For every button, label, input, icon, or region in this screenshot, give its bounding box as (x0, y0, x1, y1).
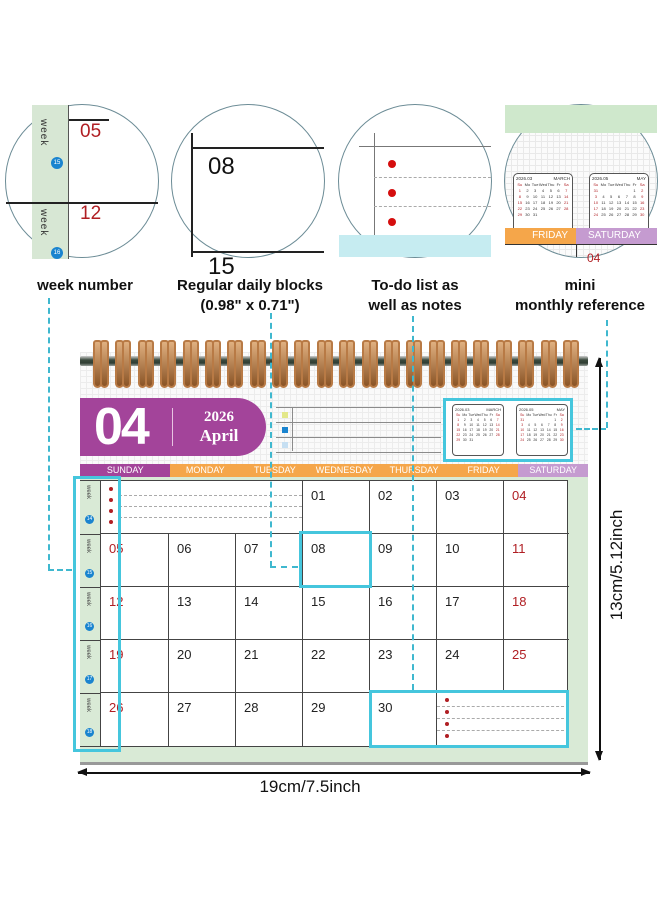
daily-block-zoom-circle (171, 104, 325, 280)
caption-week-number: week number (37, 277, 133, 294)
color-legend (276, 405, 441, 453)
bullet-icon (388, 160, 396, 168)
date-number: 11 (512, 541, 526, 556)
mini-calendar-may: 2026.05 MAY Su Mo Tue Wed Thu Fr Sa 31 1 2 3 4 5 6 7 8 9 10 11 12 13 14 15 16 17 18 19 20 21 22 23 24 25 26 27 28 29 30 (589, 173, 649, 235)
day-cell[interactable] (236, 640, 303, 693)
week-number-cell: week 18 (80, 693, 100, 746)
week-number-zoom-circle (5, 104, 159, 258)
leader-line (576, 428, 606, 430)
date-number: 09 (378, 541, 393, 556)
mini-grid: Su Mo Tue Wed Thu Fr Sa 31 1 2 3 4 5 6 7 8 9 10 11 12 13 14 15 16 17 18 19 20 21 22 23 24 25 26 27 28 29 30 (593, 182, 645, 217)
date-number: 29 (311, 700, 326, 715)
week-number-highlight (73, 476, 124, 752)
day-cell[interactable] (370, 640, 437, 693)
week-label: week (38, 209, 49, 237)
date-number: 12 (80, 203, 102, 224)
date-number: 20 (177, 647, 192, 662)
friday-header: FRIDAY (505, 228, 576, 244)
week-badge: 15 (51, 157, 63, 169)
week-badge: 16 (51, 247, 63, 259)
weekday-wednesday: WEDNESDAY (310, 464, 380, 477)
week-badge: 17 (86, 676, 93, 682)
weekday-saturday: SATURDAY (518, 464, 588, 477)
notes-area[interactable] (101, 481, 303, 534)
weekday-monday: MONDAY (170, 464, 240, 477)
day-cell[interactable] (236, 693, 303, 746)
mini-grid: Su Mo Tue Wed Thu Fr Sa 1 2 3 4 5 6 7 8 9 10 11 12 13 14 15 16 17 18 19 20 21 22 23 24 25 26 27 28 29 30 31 (517, 182, 569, 217)
date-number: 04 (512, 488, 527, 503)
leader-line (270, 313, 272, 567)
date-number: 08 (311, 541, 326, 556)
day-cell[interactable] (169, 693, 236, 746)
day-cell[interactable] (437, 587, 504, 640)
weekday-tuesday: TUESDAY (240, 464, 310, 477)
width-dimension-label: 19cm/7.5inch (259, 777, 361, 796)
date-number: 05 (109, 541, 124, 556)
mini-calendar-march: 2026.03 MARCH Su Mo Tue Wed Thu Fr Sa 1 2 3 4 5 6 7 8 9 10 11 12 13 14 15 16 17 18 19 20 21 22 23 24 25 26 27 28 29 30 31 (452, 404, 504, 456)
day-cell[interactable] (504, 587, 569, 640)
date-number: 19 (109, 647, 124, 662)
todo-list-zoom-circle (338, 104, 492, 258)
date-number: 01 (311, 488, 326, 503)
date-number: 13 (177, 594, 192, 609)
legend-swatch (282, 412, 288, 418)
date-number: 25 (512, 647, 527, 662)
day-cell[interactable] (236, 587, 303, 640)
day-cell[interactable] (370, 534, 437, 587)
leader-line (48, 569, 72, 571)
weekday-sunday: SUNDAY (80, 464, 170, 477)
day-cell[interactable] (504, 481, 569, 534)
day-cell[interactable] (303, 640, 370, 693)
date-number: 24 (445, 647, 460, 662)
mini-calendar-march: 2026.03 MARCH Su Mo Tue Wed Thu Fr Sa 1 2 3 4 5 6 7 8 9 10 11 12 13 14 15 16 17 18 19 20 21 22 23 24 25 26 27 28 29 30 31 (513, 173, 573, 235)
year: 2026 (204, 409, 234, 425)
week-number-cell: week 15 (80, 534, 100, 587)
date-number: 21 (244, 647, 259, 662)
mini-grid: Su Mo Tue Wed Thu Fr Sa 31 1 2 3 4 5 6 7 8 9 10 11 12 13 14 15 16 17 18 19 20 21 22 23 24 25 26 27 28 29 30 (520, 413, 564, 442)
spiral-binding (85, 340, 585, 386)
weekday-friday: FRIDAY (449, 464, 519, 477)
date-number: 02 (378, 488, 393, 503)
saturday-header: SATURDAY (576, 228, 657, 244)
date-number: 05 (80, 121, 102, 142)
weekday-header-row (80, 464, 588, 477)
week-badge: 15 (86, 570, 93, 576)
date-number: 28 (244, 700, 259, 715)
date-number: 18 (512, 594, 527, 609)
date-number: 08 (208, 153, 235, 180)
date-number: 16 (378, 594, 393, 609)
day-cell[interactable] (169, 640, 236, 693)
date-number: 17 (445, 594, 460, 609)
date-number: 27 (177, 700, 192, 715)
week-badge: 14 (86, 516, 93, 522)
bullet-icon (388, 218, 396, 226)
date-number: 15 (208, 253, 235, 280)
week-number-cell: week 16 (80, 587, 100, 640)
date-number: 10 (445, 541, 460, 556)
leader-line (412, 316, 414, 690)
day-cell[interactable] (303, 587, 370, 640)
day-cell[interactable] (303, 481, 370, 534)
date-number: 15 (311, 594, 326, 609)
mini-monthly-reference (443, 398, 573, 462)
month-name: April (199, 426, 239, 445)
day-cell[interactable] (303, 693, 370, 746)
day-cell[interactable] (370, 481, 437, 534)
mini-calendar-zoom-circle (504, 104, 658, 265)
day-cell[interactable] (169, 587, 236, 640)
date-number: 12 (109, 594, 124, 609)
todo-highlight (369, 690, 569, 748)
day-cell[interactable] (437, 640, 504, 693)
caption-daily-blocks: Regular daily blocks (0.98" x 0.71") (177, 277, 323, 314)
date-number: 07 (244, 541, 259, 556)
day-cell[interactable] (437, 481, 504, 534)
week-label: week (38, 119, 49, 147)
day-cell[interactable] (504, 534, 569, 587)
date-number: 23 (378, 647, 393, 662)
leader-line (606, 320, 608, 428)
date-number: 26 (109, 700, 124, 715)
month-number: 04 (94, 398, 148, 456)
legend-swatch (282, 427, 288, 433)
caption-mini-reference: mini monthly reference (514, 277, 646, 314)
week-badge: 16 (86, 623, 93, 629)
mini-grid: Su Mo Tue Wed Thu Fr Sa 1 2 3 4 5 6 7 8 9 10 11 12 13 14 15 16 17 18 19 20 21 22 23 24 25 26 27 28 29 30 31 (456, 413, 500, 442)
width-dimension-arrow (78, 772, 590, 774)
leader-line (48, 298, 50, 570)
month-header (80, 398, 266, 456)
date-number: 14 (244, 594, 259, 609)
date-number: 04 (587, 251, 601, 265)
week-badge: 18 (86, 729, 93, 735)
date-number: 30 (378, 700, 393, 715)
date-number: 06 (177, 541, 192, 556)
daily-block-highlight (299, 531, 372, 588)
caption-todo-list: To-do list as well as notes (368, 277, 462, 314)
day-cell[interactable] (504, 640, 569, 693)
leader-line (270, 566, 298, 568)
day-cell[interactable] (370, 587, 437, 640)
bullet-icon (388, 189, 396, 197)
weekday-thursday: THURSDAY (379, 464, 449, 477)
date-number: 22 (311, 647, 326, 662)
day-cell[interactable] (437, 534, 504, 587)
legend-swatch (282, 442, 288, 448)
week-number-cell: week 17 (80, 640, 100, 693)
mini-calendar-may: 2026.05 MAY Su Mo Tue Wed Thu Fr Sa 31 1 2 3 4 5 6 7 8 9 10 11 12 13 14 15 16 17 18 19 20 21 22 23 24 25 26 27 28 29 30 (516, 404, 568, 456)
height-dimension-label: 13cm/5.12inch (607, 509, 626, 621)
day-cell[interactable] (169, 534, 236, 587)
week-number-cell: week 14 (85, 485, 93, 522)
height-dimension-arrow (599, 358, 601, 760)
date-number: 03 (445, 488, 460, 503)
